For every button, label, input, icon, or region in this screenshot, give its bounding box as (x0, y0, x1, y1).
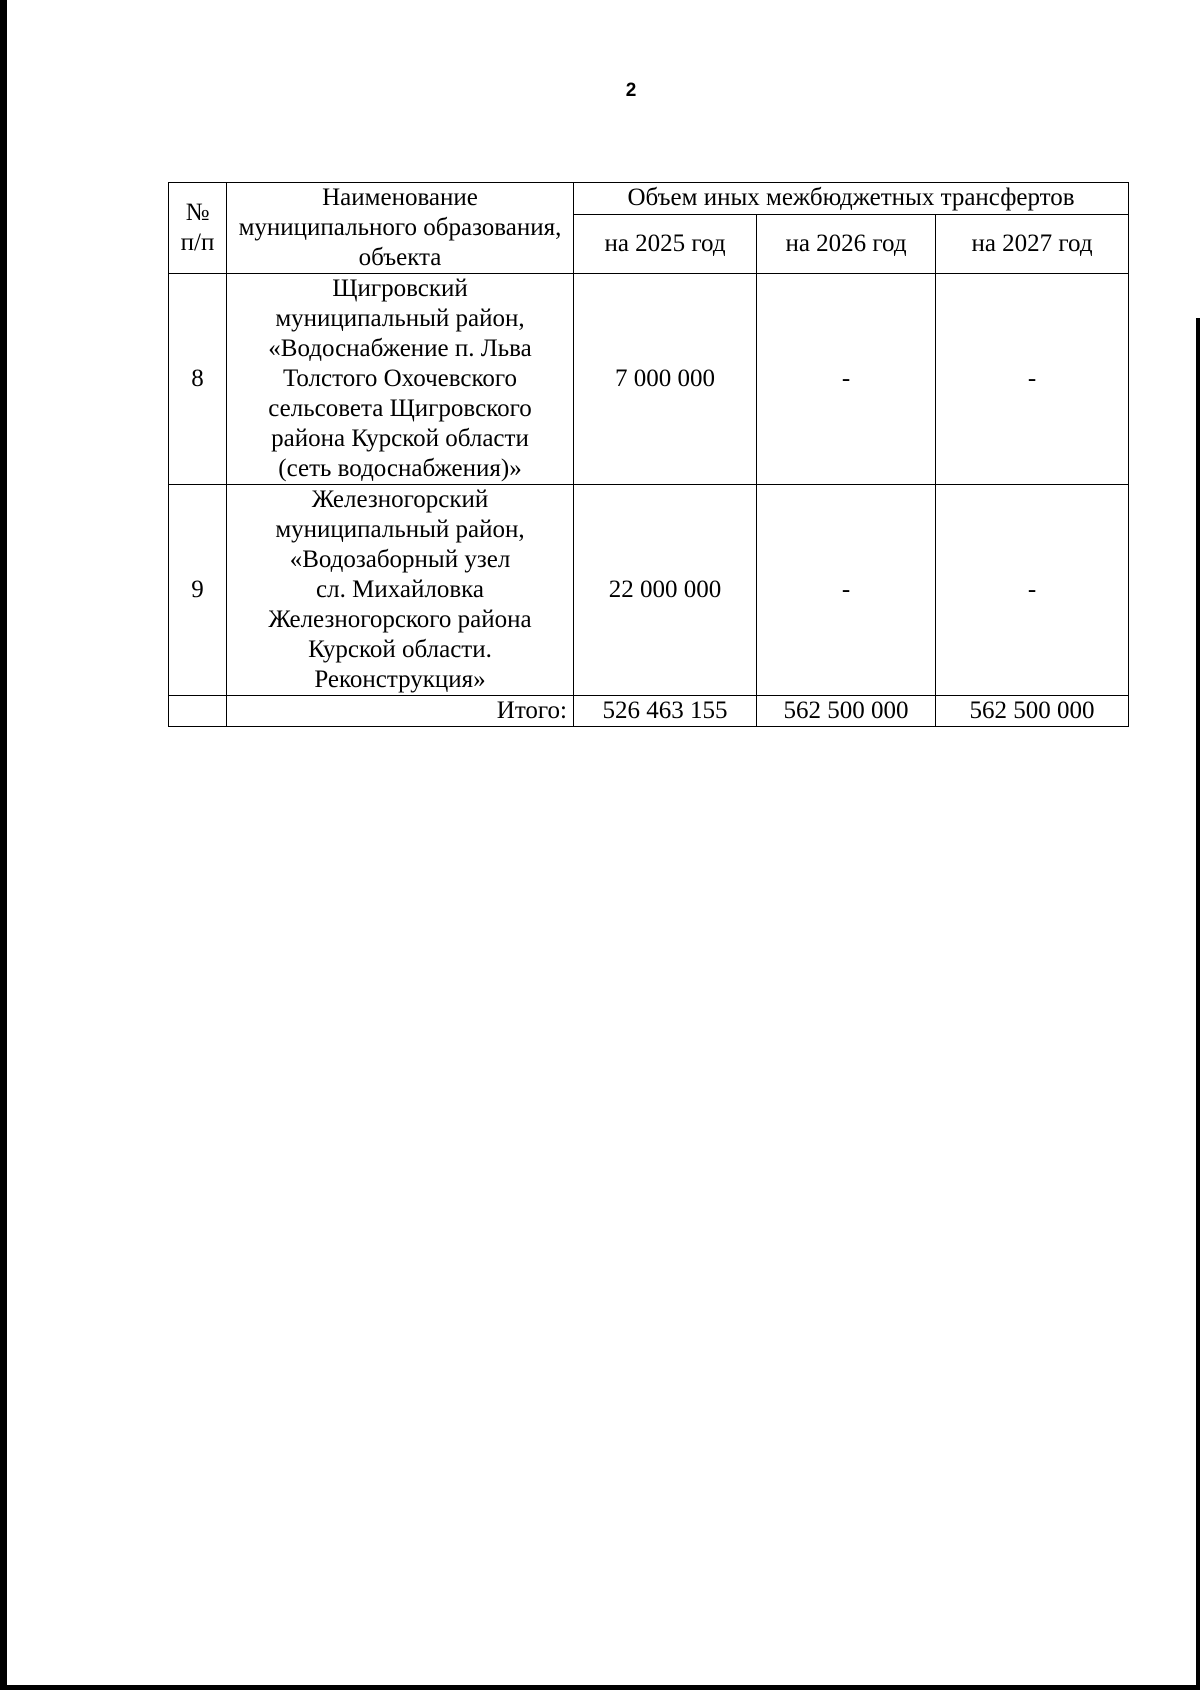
total-label: Итого: (227, 696, 574, 727)
row-num: 8 (169, 274, 227, 485)
header-year-2026: на 2026 год (757, 214, 936, 273)
scan-edge-bottom (0, 1685, 1200, 1690)
row-name-line: (сеть водоснабжения)» (278, 455, 522, 482)
row-amount-2025: 7 000 000 (574, 274, 757, 485)
row-name-line: «Водозаборный узел (289, 546, 511, 573)
scan-edge-right (1196, 318, 1200, 1690)
row-name-line: Железногорский (311, 486, 489, 513)
row-name-line: муниципальный район, (275, 305, 525, 332)
row-name-line: Щигровский (332, 275, 468, 302)
total-2027: 562 500 000 (936, 696, 1129, 727)
header-year-2025: на 2025 год (574, 214, 757, 273)
total-2025: 526 463 155 (574, 696, 757, 727)
header-group: Объем иных межбюджетных трансфертов (574, 183, 1129, 215)
row-amount-2025: 22 000 000 (574, 485, 757, 696)
row-name-line: района Курской области (271, 425, 529, 452)
row-amount-2026: - (757, 485, 936, 696)
row-name-line: сельсовета Щигровского (268, 395, 532, 422)
row-name (227, 274, 574, 485)
row-amount-2027: - (936, 485, 1129, 696)
total-num-empty (169, 696, 227, 727)
row-name-line: сл. Михайловка (316, 576, 484, 603)
row-name-line: Железногорского района (268, 606, 532, 633)
row-amount-2026: - (757, 274, 936, 485)
row-name-line: муниципальный район, (275, 516, 525, 543)
table-row (169, 274, 1129, 485)
header-num: № п/п (169, 183, 227, 274)
page-number: 2 (625, 80, 637, 101)
total-row (169, 696, 1129, 727)
row-amount-2027: - (936, 274, 1129, 485)
header-year-2027: на 2027 год (936, 214, 1129, 273)
row-name-line: Толстого Охочевского (283, 365, 517, 392)
header-row-1 (169, 183, 1129, 215)
scan-edge-left (0, 0, 7, 1690)
transfers-table (168, 182, 1129, 727)
row-name-line: Курской области. (308, 636, 492, 663)
table-row (169, 485, 1129, 696)
row-num: 9 (169, 485, 227, 696)
row-name-line: «Водоснабжение п. Льва (268, 335, 532, 362)
row-name (227, 485, 574, 696)
header-name: Наименование муниципального образования, объекта (227, 183, 574, 274)
total-2026: 562 500 000 (757, 696, 936, 727)
row-name-line: Реконструкция» (314, 666, 486, 693)
